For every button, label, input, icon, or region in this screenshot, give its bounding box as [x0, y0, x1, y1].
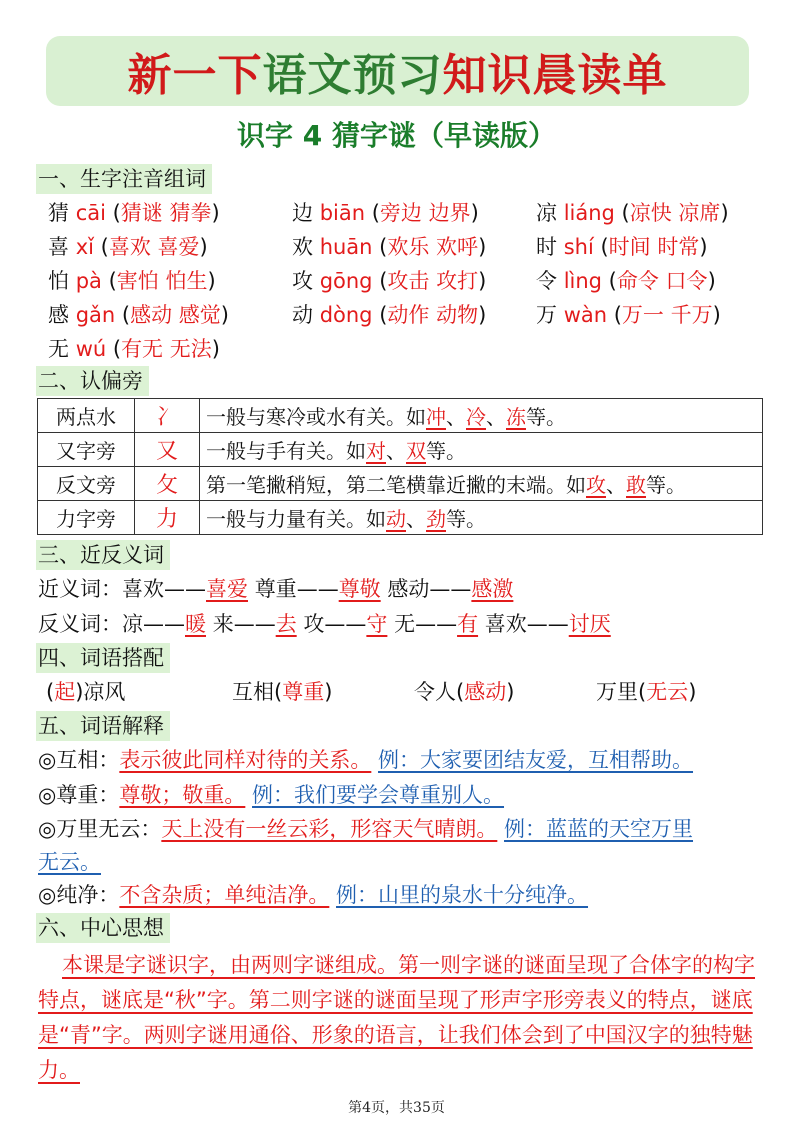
explanation-example-cont [38, 847, 101, 877]
explanation-item [38, 814, 693, 844]
char-words-inner: 猜谜 猜拳 [120, 201, 212, 225]
section-heading-5: 五、词语解释 [36, 711, 170, 741]
char-words: (感动 感觉) [115, 303, 229, 327]
char-words: (喜欢 喜爱) [93, 235, 208, 259]
collocation-fill: 无云 [646, 680, 689, 704]
radical-desc-end: 等。 [446, 507, 486, 531]
char-glyph: 凉 [536, 201, 557, 225]
collocation-item: 令人(感动) [414, 680, 515, 704]
radical-desc [200, 501, 763, 535]
radical-name: 力字旁 [38, 501, 135, 535]
char-glyph: 无 [48, 337, 69, 361]
collocation-fill: 起 [54, 680, 76, 704]
synonym-dash: —— [164, 577, 206, 601]
radical-row [38, 399, 763, 433]
radical-desc-text: 一般与寒冷或水有关。如 [206, 405, 426, 429]
char-pinyin: cāi [75, 201, 106, 225]
char-entry [48, 300, 229, 330]
char-pinyin: huān [319, 235, 373, 259]
page-footer: 第4页，共35页 [348, 1100, 445, 1116]
radical-sep: 、 [606, 473, 626, 497]
antonym-answer: 讨厌 [568, 612, 611, 636]
char-pinyin: xǐ [75, 235, 94, 259]
title-part2: 知识晨读单 [442, 50, 668, 101]
radical-sep: 、 [406, 507, 426, 531]
explanation-definition: 尊敬；敬重。 [119, 783, 246, 807]
main-idea-paragraph [38, 948, 756, 1088]
radical-desc [200, 399, 763, 433]
radical-desc-text: 一般与力量有关。如 [206, 507, 386, 531]
radical-name: 两点水 [38, 399, 135, 433]
radical-example: 冷 [466, 405, 486, 429]
explanation-mark: ◎ [38, 883, 57, 907]
char-words-inner: 害怕 怕生 [116, 269, 208, 293]
radical-glyph: 又 [135, 433, 200, 467]
char-entry [536, 300, 721, 330]
char-pinyin: biān [319, 201, 366, 225]
explanation-mark: ◎ [38, 748, 57, 772]
section-heading-6: 六、中心思想 [36, 913, 170, 943]
char-glyph: 时 [536, 235, 557, 259]
char-pinyin: liáng [563, 201, 615, 225]
antonym-answer: 有 [457, 612, 479, 636]
collocation-item: 万里(无云) [596, 680, 697, 704]
char-entry [292, 300, 486, 330]
char-pinyin: shí [563, 235, 594, 259]
antonym-word: 攻 [303, 612, 325, 636]
char-words: (凉快 凉席) [614, 201, 729, 225]
radical-example: 劲 [426, 507, 446, 531]
radical-name: 反文旁 [38, 467, 135, 501]
char-entry [48, 198, 220, 228]
synonym-label: 近义词： [38, 577, 122, 601]
explanation-item [38, 880, 588, 910]
radical-desc-text: 第一笔撇稍短，第二笔横靠近撇的末端。如 [206, 473, 586, 497]
char-words-inner: 攻击 攻打 [387, 269, 479, 293]
radical-name: 又字旁 [38, 433, 135, 467]
antonym-answer: 守 [366, 612, 388, 636]
antonym-label: 反义词： [38, 612, 122, 636]
char-words-inner: 时间 时常 [608, 235, 700, 259]
explanation-mark: ◎ [38, 783, 57, 807]
section-heading-4: 四、词语搭配 [36, 643, 170, 673]
char-entry [292, 198, 479, 228]
char-entry [48, 232, 208, 262]
radical-row [38, 433, 763, 467]
char-words: (害怕 怕生) [101, 269, 216, 293]
synonym-word: 喜欢 [122, 577, 164, 601]
collocation-pre: 互相 [232, 680, 274, 704]
radical-example: 冻 [506, 405, 526, 429]
char-glyph: 怕 [48, 269, 69, 293]
section-heading-3: 三、近反义词 [36, 540, 170, 570]
radical-desc-text: 一般与手有关。如 [206, 439, 366, 463]
main-idea-text: 本课是字谜识字，由两则字谜组成。第一则字谜的谜面呈现了合体字的构字特点，谜底是“秋”字。第二则字谜的谜面呈现了形声字形旁表义的特点，谜底是“青”字。两则字谜用通俗、形象的语言，让我们体会到了中国汉字的独特魅力。 [38, 953, 755, 1082]
title-part1-b: 语文预习 [262, 50, 443, 101]
char-words: (万一 千万) [607, 303, 721, 327]
synonym-dash: —— [429, 577, 472, 601]
char-words: (旁边 边界) [365, 201, 479, 225]
radical-glyph: 冫 [135, 399, 200, 433]
synonym-answer: 尊敬 [338, 577, 381, 601]
antonym-dash: —— [143, 612, 185, 636]
char-words-inner: 感动 感觉 [130, 303, 221, 327]
char-pinyin: dòng [319, 303, 373, 327]
radical-sep: 、 [486, 405, 506, 429]
char-entry [292, 266, 486, 296]
radical-example: 双 [406, 439, 426, 463]
char-words: (欢乐 欢呼) [372, 235, 487, 259]
explanation-item [38, 745, 693, 775]
char-glyph: 欢 [292, 235, 313, 259]
char-glyph: 万 [536, 303, 557, 327]
radical-example: 冲 [426, 405, 446, 429]
explanation-definition: 不含杂质；单纯洁净。 [119, 883, 330, 907]
explanation-term: 互相： [56, 748, 120, 772]
char-pinyin: lìng [563, 269, 602, 293]
explanation-item [38, 780, 504, 810]
char-entry [536, 232, 708, 262]
char-entry [48, 334, 220, 364]
synonym-word: 感动 [387, 577, 430, 601]
radical-glyph: 力 [135, 501, 200, 535]
antonym-word: 来 [212, 612, 234, 636]
synonym-row [38, 574, 513, 604]
collocation-fill: 感动 [464, 680, 507, 704]
radical-desc [200, 467, 763, 501]
synonym-dash: —— [296, 577, 339, 601]
radical-row [38, 467, 763, 501]
explanation-definition: 表示彼此同样对待的关系。 [119, 748, 372, 772]
char-words-inner: 有无 无法 [121, 337, 212, 361]
explanation-example: 例：蓝蓝的天空万里 [504, 817, 694, 841]
collocation-item: (起)凉风 [46, 680, 126, 704]
antonym-dash: —— [324, 612, 367, 636]
char-pinyin: gǎn [75, 303, 116, 327]
antonym-word: 无 [394, 612, 416, 636]
explanation-example: 例：山里的泉水十分纯净。 [336, 883, 589, 907]
char-words-inner: 喜欢 喜爱 [108, 235, 200, 259]
antonym-dash: —— [233, 612, 276, 636]
char-entry [536, 266, 716, 296]
synonym-answer: 喜爱 [206, 577, 248, 601]
char-glyph: 令 [536, 269, 557, 293]
radical-sep: 、 [386, 439, 406, 463]
explanation-example-wrap: 无云。 [38, 850, 101, 874]
char-words: (有无 无法) [106, 337, 220, 361]
antonym-answer: 去 [275, 612, 297, 636]
char-words: (命令 口令) [602, 269, 716, 293]
antonym-dash: —— [415, 612, 458, 636]
collocation-item: 互相(尊重) [232, 680, 333, 704]
antonym-answer: 暖 [185, 612, 206, 636]
radical-table [37, 398, 763, 535]
explanation-term: 万里无云： [56, 817, 162, 841]
char-pinyin: wú [75, 337, 107, 361]
char-entry [536, 198, 729, 228]
collocation-pre: 万里 [596, 680, 638, 704]
char-words-inner: 命令 口令 [616, 269, 708, 293]
radical-desc-end: 等。 [526, 405, 566, 429]
title-part1-a: 新一下 [127, 50, 263, 101]
collocation-fill: 尊重 [282, 680, 325, 704]
antonym-word: 喜欢 [484, 612, 527, 636]
char-words-inner: 欢乐 欢呼 [387, 235, 479, 259]
radical-desc [200, 433, 763, 467]
char-words: (猜谜 猜拳) [105, 201, 220, 225]
char-words-inner: 动作 动物 [387, 303, 479, 327]
explanation-mark: ◎ [38, 817, 57, 841]
title-banner [46, 36, 749, 106]
explanation-example: 例：我们要学会尊重别人。 [252, 783, 505, 807]
antonym-word: 凉 [122, 612, 143, 636]
page-subtitle: 识字 4 猜字谜（早读版） [237, 119, 556, 152]
radical-glyph: 攵 [135, 467, 200, 501]
char-pinyin: gōng [319, 269, 373, 293]
explanation-example: 例：大家要团结友爱，互相帮助。 [378, 748, 694, 772]
char-words: (攻击 攻打) [372, 269, 487, 293]
collocation-pre: 令人 [414, 680, 456, 704]
char-glyph: 动 [292, 303, 313, 327]
char-words-inner: 凉快 凉席 [629, 201, 721, 225]
char-pinyin: wàn [563, 303, 608, 327]
radical-desc-end: 等。 [426, 439, 466, 463]
radical-sep: 、 [446, 405, 466, 429]
radical-row [38, 501, 763, 535]
char-glyph: 喜 [48, 235, 69, 259]
char-words-inner: 万一 千万 [621, 303, 713, 327]
char-entry [48, 266, 216, 296]
radical-example: 对 [366, 439, 386, 463]
section-heading-1: 一、生字注音组词 [36, 164, 212, 194]
antonym-row [38, 609, 611, 639]
char-pinyin: pà [75, 269, 102, 293]
explanation-term: 纯净： [56, 883, 120, 907]
char-glyph: 攻 [292, 269, 313, 293]
synonym-word: 尊重 [254, 577, 297, 601]
antonym-dash: —— [526, 612, 569, 636]
collocation-post: 凉风 [83, 680, 126, 704]
char-entry [292, 232, 486, 262]
char-glyph: 猜 [48, 201, 69, 225]
char-words-inner: 旁边 边界 [379, 201, 471, 225]
radical-example: 敢 [626, 473, 646, 497]
char-words: (动作 动物) [372, 303, 487, 327]
explanation-definition: 天上没有一丝云彩，形容天气晴朗。 [161, 817, 498, 841]
explanation-term: 尊重： [56, 783, 120, 807]
radical-example: 动 [386, 507, 406, 531]
radical-example: 攻 [586, 473, 606, 497]
char-glyph: 感 [48, 303, 69, 327]
char-words: (时间 时常) [593, 235, 708, 259]
radical-desc-end: 等。 [646, 473, 686, 497]
char-glyph: 边 [292, 201, 313, 225]
synonym-answer: 感激 [471, 577, 514, 601]
section-heading-2: 二、认偏旁 [36, 366, 149, 396]
